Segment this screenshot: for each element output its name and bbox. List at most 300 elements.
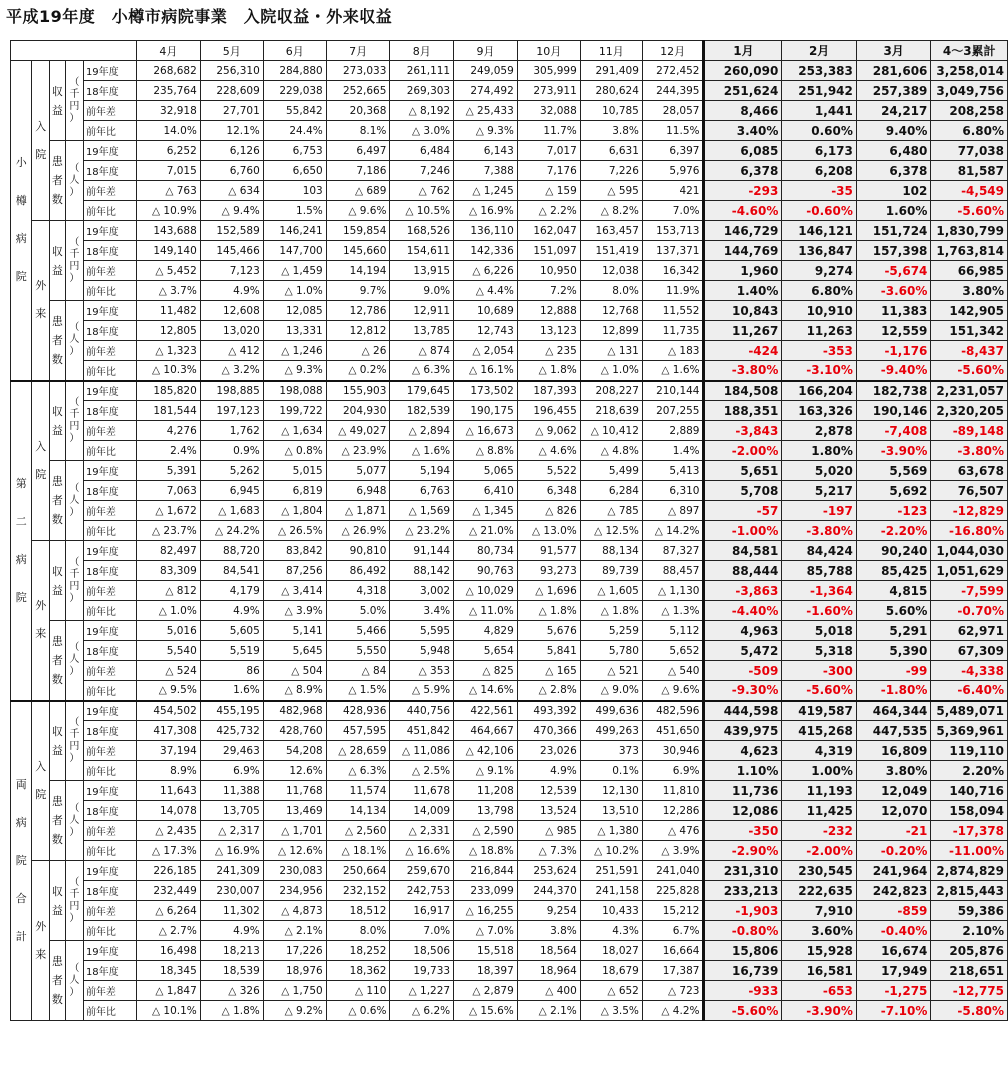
data-cell: △ 2,590 — [454, 821, 518, 841]
data-cell: 17,226 — [263, 941, 326, 961]
block-label — [11, 701, 32, 1021]
data-cell: 2.20% — [931, 761, 1008, 781]
data-cell: 241,158 — [580, 881, 642, 901]
data-cell: 499,636 — [580, 701, 642, 721]
data-cell: 4.9% — [517, 761, 580, 781]
row-label: 前年比 — [83, 361, 136, 381]
data-cell: 11,263 — [782, 321, 857, 341]
metric-label-text: 患 者 数 — [51, 475, 63, 526]
data-cell: △ 25,433 — [454, 101, 518, 121]
data-cell: -4.60% — [704, 201, 782, 221]
data-cell: 5,540 — [137, 641, 201, 661]
data-cell: 11,425 — [782, 801, 857, 821]
data-cell: △ 2.7% — [137, 921, 201, 941]
data-cell: △ 6.2% — [390, 1001, 454, 1021]
section-label-text: 外 来 — [35, 279, 47, 321]
section-label — [32, 701, 50, 861]
data-cell: 499,263 — [580, 721, 642, 741]
row-label: 前年差 — [83, 821, 136, 841]
data-cell: 6,397 — [642, 141, 704, 161]
data-cell: -21 — [856, 821, 931, 841]
data-cell: 4,829 — [454, 621, 518, 641]
row-label: 前年比 — [83, 761, 136, 781]
data-cell: 5,472 — [704, 641, 782, 661]
data-cell: 10,910 — [782, 301, 857, 321]
data-cell: 82,497 — [137, 541, 201, 561]
data-cell: 5,016 — [137, 621, 201, 641]
data-cell: 12,805 — [137, 321, 201, 341]
data-cell: 179,645 — [390, 381, 454, 401]
data-cell: 11,736 — [704, 781, 782, 801]
row-label: 前年比 — [83, 201, 136, 221]
data-cell: 6,252 — [137, 141, 201, 161]
data-cell: 6,348 — [517, 481, 580, 501]
data-cell: 15,806 — [704, 941, 782, 961]
data-cell: -9.30% — [704, 681, 782, 701]
row-label: 19年度 — [83, 461, 136, 481]
table-row — [11, 381, 1008, 401]
data-cell: 88,134 — [580, 541, 642, 561]
month-header: 10月 — [517, 41, 580, 61]
unit-label-text: （ 千 円 ） — [69, 236, 80, 284]
data-cell: 18,213 — [200, 941, 263, 961]
data-cell: 188,351 — [704, 401, 782, 421]
data-cell: △ 1,605 — [580, 581, 642, 601]
row-label: 18年度 — [83, 961, 136, 981]
data-cell: 1,051,629 — [931, 561, 1008, 581]
row-label: 19年度 — [83, 221, 136, 241]
data-cell: △ 9.1% — [454, 761, 518, 781]
data-cell: 260,090 — [704, 61, 782, 81]
table-row — [11, 741, 1008, 761]
cumulative-header: 4～3累計 — [931, 41, 1008, 61]
data-cell: 154,611 — [390, 241, 454, 261]
data-cell: -12,775 — [931, 981, 1008, 1001]
table-row — [11, 821, 1008, 841]
data-cell: 4,815 — [856, 581, 931, 601]
row-label: 前年比 — [83, 601, 136, 621]
data-cell: -2.20% — [856, 521, 931, 541]
row-label: 前年比 — [83, 1001, 136, 1021]
data-cell: 19,733 — [390, 961, 454, 981]
data-cell: △ 763 — [137, 181, 201, 201]
unit-label — [65, 941, 83, 1021]
data-cell: 415,268 — [782, 721, 857, 741]
data-cell: △ 9.5% — [137, 681, 201, 701]
data-cell: 6,945 — [200, 481, 263, 501]
data-cell: 451,650 — [642, 721, 704, 741]
data-cell: -2.00% — [782, 841, 857, 861]
data-cell: △ 3.9% — [263, 601, 326, 621]
data-cell: 425,732 — [200, 721, 263, 741]
block-label — [11, 61, 32, 381]
row-label: 前年差 — [83, 901, 136, 921]
unit-label — [65, 701, 83, 781]
data-cell: △ 1,345 — [454, 501, 518, 521]
metric-label-text: 患 者 数 — [51, 795, 63, 846]
data-cell: 257,389 — [856, 81, 931, 101]
data-cell: 4,963 — [704, 621, 782, 641]
row-label: 前年比 — [83, 921, 136, 941]
data-cell: -933 — [704, 981, 782, 1001]
data-cell: 62,971 — [931, 621, 1008, 641]
data-cell: 6,378 — [856, 161, 931, 181]
data-cell: △ 10.1% — [137, 1001, 201, 1021]
revenue-table — [10, 40, 1008, 1021]
data-cell: △ 4.8% — [580, 441, 642, 461]
data-cell: 3,258,014 — [931, 61, 1008, 81]
row-label: 19年度 — [83, 541, 136, 561]
data-cell: 10,785 — [580, 101, 642, 121]
data-cell: 218,639 — [580, 401, 642, 421]
data-cell: 222,635 — [782, 881, 857, 901]
table-row — [11, 681, 1008, 701]
metric-label — [49, 541, 65, 621]
data-cell: -0.20% — [856, 841, 931, 861]
data-cell: △ 7.0% — [454, 921, 518, 941]
data-cell: 90,763 — [454, 561, 518, 581]
data-cell: 1,830,799 — [931, 221, 1008, 241]
data-cell: 4.3% — [580, 921, 642, 941]
data-cell: 12,812 — [326, 321, 390, 341]
data-cell: 16,739 — [704, 961, 782, 981]
data-cell: △ 18.1% — [326, 841, 390, 861]
row-label: 前年差 — [83, 581, 136, 601]
data-cell: 152,589 — [200, 221, 263, 241]
row-label: 18年度 — [83, 881, 136, 901]
row-label: 前年差 — [83, 421, 136, 441]
data-cell: △ 131 — [580, 341, 642, 361]
metric-label-text: 収 益 — [51, 244, 63, 277]
data-cell: 1.00% — [782, 761, 857, 781]
unit-label-text: （ 千 円 ） — [69, 876, 80, 924]
table-row — [11, 341, 1008, 361]
data-cell: 0.9% — [200, 441, 263, 461]
data-cell: 5,194 — [390, 461, 454, 481]
data-cell: △ 4,873 — [263, 901, 326, 921]
data-cell: △ 9.3% — [454, 121, 518, 141]
data-cell: △ 353 — [390, 661, 454, 681]
data-cell: 18,362 — [326, 961, 390, 981]
data-cell: 76,507 — [931, 481, 1008, 501]
data-cell: 251,942 — [782, 81, 857, 101]
data-cell: -350 — [704, 821, 782, 841]
data-cell: △ 8.2% — [580, 201, 642, 221]
data-cell: 147,700 — [263, 241, 326, 261]
data-cell: 163,326 — [782, 401, 857, 421]
data-cell: 7,246 — [390, 161, 454, 181]
data-cell: 11,643 — [137, 781, 201, 801]
metric-label — [49, 861, 65, 941]
data-cell: 8.1% — [326, 121, 390, 141]
data-cell: 28,057 — [642, 101, 704, 121]
data-cell: 13,123 — [517, 321, 580, 341]
month-header-highlight: 3月 — [856, 41, 931, 61]
data-cell: 199,722 — [263, 401, 326, 421]
data-cell: 18,564 — [517, 941, 580, 961]
data-cell: △ 5,452 — [137, 261, 201, 281]
data-cell: -424 — [704, 341, 782, 361]
month-header: 8月 — [390, 41, 454, 61]
row-label: 19年度 — [83, 381, 136, 401]
section-label — [32, 61, 50, 221]
data-cell: 16,342 — [642, 261, 704, 281]
data-cell: 454,502 — [137, 701, 201, 721]
row-label: 前年差 — [83, 101, 136, 121]
data-cell: -123 — [856, 501, 931, 521]
data-cell: △ 2,894 — [390, 421, 454, 441]
data-cell: 232,449 — [137, 881, 201, 901]
data-cell: △ 17.3% — [137, 841, 201, 861]
data-cell: 12,085 — [263, 301, 326, 321]
data-cell: 373 — [580, 741, 642, 761]
data-cell: 5,259 — [580, 621, 642, 641]
data-cell: △ 9.3% — [263, 361, 326, 381]
data-cell: -1.00% — [704, 521, 782, 541]
data-cell: -7,599 — [931, 581, 1008, 601]
data-cell: △ 826 — [517, 501, 580, 521]
data-cell: -1.80% — [856, 681, 931, 701]
data-cell: 12,608 — [200, 301, 263, 321]
month-header: 4月 — [137, 41, 201, 61]
section-label-text: 外 来 — [35, 919, 47, 961]
unit-label-text: （ 千 円 ） — [69, 556, 80, 604]
data-cell: 7,015 — [137, 161, 201, 181]
data-cell: 32,918 — [137, 101, 201, 121]
data-cell: 9.0% — [390, 281, 454, 301]
data-cell: △ 476 — [642, 821, 704, 841]
table-row — [11, 981, 1008, 1001]
row-label: 前年差 — [83, 741, 136, 761]
table-row — [11, 581, 1008, 601]
data-cell: 251,624 — [704, 81, 782, 101]
table-row — [11, 661, 1008, 681]
data-cell: 439,975 — [704, 721, 782, 741]
data-cell: 23,026 — [517, 741, 580, 761]
metric-label-text: 患 者 数 — [51, 955, 63, 1006]
data-cell: △ 0.6% — [326, 1001, 390, 1021]
data-cell: 11.7% — [517, 121, 580, 141]
month-header: 7月 — [326, 41, 390, 61]
data-cell: 280,624 — [580, 81, 642, 101]
data-cell: 7.0% — [642, 201, 704, 221]
data-cell: 198,088 — [263, 381, 326, 401]
data-cell: 102 — [856, 181, 931, 201]
section-label — [32, 381, 50, 541]
data-cell: 182,738 — [856, 381, 931, 401]
data-cell: 9.40% — [856, 121, 931, 141]
metric-label-text: 患 者 数 — [51, 634, 63, 686]
data-cell: △ 652 — [580, 981, 642, 1001]
data-cell: 230,083 — [263, 861, 326, 881]
data-cell: △ 1.8% — [200, 1001, 263, 1021]
data-cell: 419,587 — [782, 701, 857, 721]
row-label: 前年差 — [83, 181, 136, 201]
data-cell: 9.7% — [326, 281, 390, 301]
data-cell: △ 2,317 — [200, 821, 263, 841]
metric-label — [49, 141, 65, 221]
table-row — [11, 161, 1008, 181]
data-cell: 9,254 — [517, 901, 580, 921]
data-cell: 244,370 — [517, 881, 580, 901]
data-cell: 6,173 — [782, 141, 857, 161]
data-cell: 2,231,057 — [931, 381, 1008, 401]
table-row — [11, 941, 1008, 961]
table-row — [11, 281, 1008, 301]
block-label-text: 小 樽 病 院 — [15, 156, 27, 284]
data-cell: 7,388 — [454, 161, 518, 181]
data-cell: 5,466 — [326, 621, 390, 641]
data-cell: △ 10,412 — [580, 421, 642, 441]
data-cell: 67,309 — [931, 641, 1008, 661]
data-cell: 235,764 — [137, 81, 201, 101]
data-cell: -99 — [856, 661, 931, 681]
data-cell: 91,577 — [517, 541, 580, 561]
data-cell: 159,854 — [326, 221, 390, 241]
data-cell: 162,047 — [517, 221, 580, 241]
data-cell: △ 1,634 — [263, 421, 326, 441]
data-cell: 3,049,756 — [931, 81, 1008, 101]
data-cell: 14,009 — [390, 801, 454, 821]
data-cell: 5,676 — [517, 621, 580, 641]
data-cell: 5.0% — [326, 601, 390, 621]
data-cell: △ 6.3% — [390, 361, 454, 381]
data-cell: △ 15.6% — [454, 1001, 518, 1021]
data-cell: △ 12.5% — [580, 521, 642, 541]
data-cell: △ 13.0% — [517, 521, 580, 541]
data-cell: △ 1,750 — [263, 981, 326, 1001]
data-cell: △ 12.6% — [263, 841, 326, 861]
data-cell: △ 10.5% — [390, 201, 454, 221]
unit-label — [65, 461, 83, 541]
data-cell: △ 8,192 — [390, 101, 454, 121]
data-cell: 3.80% — [856, 761, 931, 781]
data-cell: 230,007 — [200, 881, 263, 901]
data-cell: 5,645 — [263, 641, 326, 661]
row-label: 前年比 — [83, 681, 136, 701]
metric-label-text: 収 益 — [51, 84, 63, 117]
data-cell: △ 42,106 — [454, 741, 518, 761]
unit-label — [65, 381, 83, 461]
data-cell: 13,524 — [517, 801, 580, 821]
data-cell: 12,911 — [390, 301, 454, 321]
data-cell: -0.70% — [931, 601, 1008, 621]
data-cell: 259,670 — [390, 861, 454, 881]
data-cell: 5,841 — [517, 641, 580, 661]
data-cell: 153,713 — [642, 221, 704, 241]
data-cell: 12,768 — [580, 301, 642, 321]
data-cell: 2,878 — [782, 421, 857, 441]
data-cell: △ 540 — [642, 661, 704, 681]
data-cell: 13,705 — [200, 801, 263, 821]
data-cell: 274,492 — [454, 81, 518, 101]
data-cell: -16.80% — [931, 521, 1008, 541]
data-cell: 88,444 — [704, 561, 782, 581]
unit-label — [65, 221, 83, 301]
data-cell: -1.60% — [782, 601, 857, 621]
data-cell: 145,466 — [200, 241, 263, 261]
row-label: 前年差 — [83, 501, 136, 521]
section-label-text: 入 院 — [35, 759, 47, 801]
table-row — [11, 181, 1008, 201]
data-cell: 13,331 — [263, 321, 326, 341]
data-cell: △ 1,847 — [137, 981, 201, 1001]
metric-label-text: 収 益 — [51, 884, 63, 917]
data-cell: △ 26.5% — [263, 521, 326, 541]
data-cell: △ 1.8% — [580, 601, 642, 621]
data-cell: 66,985 — [931, 261, 1008, 281]
table-row — [11, 61, 1008, 81]
data-cell: 14,134 — [326, 801, 390, 821]
data-cell: △ 1,459 — [263, 261, 326, 281]
data-cell: △ 28,659 — [326, 741, 390, 761]
row-label: 19年度 — [83, 141, 136, 161]
data-cell: 6,410 — [454, 481, 518, 501]
data-cell: 9,274 — [782, 261, 857, 281]
data-cell: 10,950 — [517, 261, 580, 281]
data-cell: 5,318 — [782, 641, 857, 661]
data-cell: 15,212 — [642, 901, 704, 921]
table-row — [11, 401, 1008, 421]
data-cell: 12,049 — [856, 781, 931, 801]
row-label: 18年度 — [83, 81, 136, 101]
row-label: 前年比 — [83, 441, 136, 461]
data-cell: 184,508 — [704, 381, 782, 401]
data-cell: 32,088 — [517, 101, 580, 121]
data-cell: 11,810 — [642, 781, 704, 801]
data-cell: 59,386 — [931, 901, 1008, 921]
data-cell: 18,539 — [200, 961, 263, 981]
data-cell: △ 762 — [390, 181, 454, 201]
data-cell: 457,595 — [326, 721, 390, 741]
data-cell: 89,739 — [580, 561, 642, 581]
data-cell: 54,208 — [263, 741, 326, 761]
data-cell: △ 23.7% — [137, 521, 201, 541]
data-cell: 6,760 — [200, 161, 263, 181]
data-cell: -11.00% — [931, 841, 1008, 861]
data-cell: 4,318 — [326, 581, 390, 601]
data-cell: 146,729 — [704, 221, 782, 241]
header-row — [11, 41, 1008, 61]
data-cell: 90,240 — [856, 541, 931, 561]
table-row — [11, 881, 1008, 901]
data-cell: 17,949 — [856, 961, 931, 981]
data-cell: 24.4% — [263, 121, 326, 141]
data-cell: 17,387 — [642, 961, 704, 981]
data-cell: 11,388 — [200, 781, 263, 801]
data-cell: △ 1.5% — [326, 681, 390, 701]
data-cell: 16,581 — [782, 961, 857, 981]
data-cell: 185,820 — [137, 381, 201, 401]
data-cell: 173,502 — [454, 381, 518, 401]
data-cell: 0.60% — [782, 121, 857, 141]
data-cell: 6,480 — [856, 141, 931, 161]
unit-label-text: （ 人 ） — [69, 962, 80, 998]
data-cell: 12,559 — [856, 321, 931, 341]
data-cell: 3.40% — [704, 121, 782, 141]
data-cell: 6,497 — [326, 141, 390, 161]
data-cell: 5,651 — [704, 461, 782, 481]
data-cell: 12,539 — [517, 781, 580, 801]
data-cell: 14,078 — [137, 801, 201, 821]
data-cell: 4,276 — [137, 421, 201, 441]
data-cell: 8.9% — [137, 761, 201, 781]
unit-label — [65, 141, 83, 221]
data-cell: 428,760 — [263, 721, 326, 741]
data-cell: 6,819 — [263, 481, 326, 501]
data-cell: 281,606 — [856, 61, 931, 81]
data-cell: 151,419 — [580, 241, 642, 261]
